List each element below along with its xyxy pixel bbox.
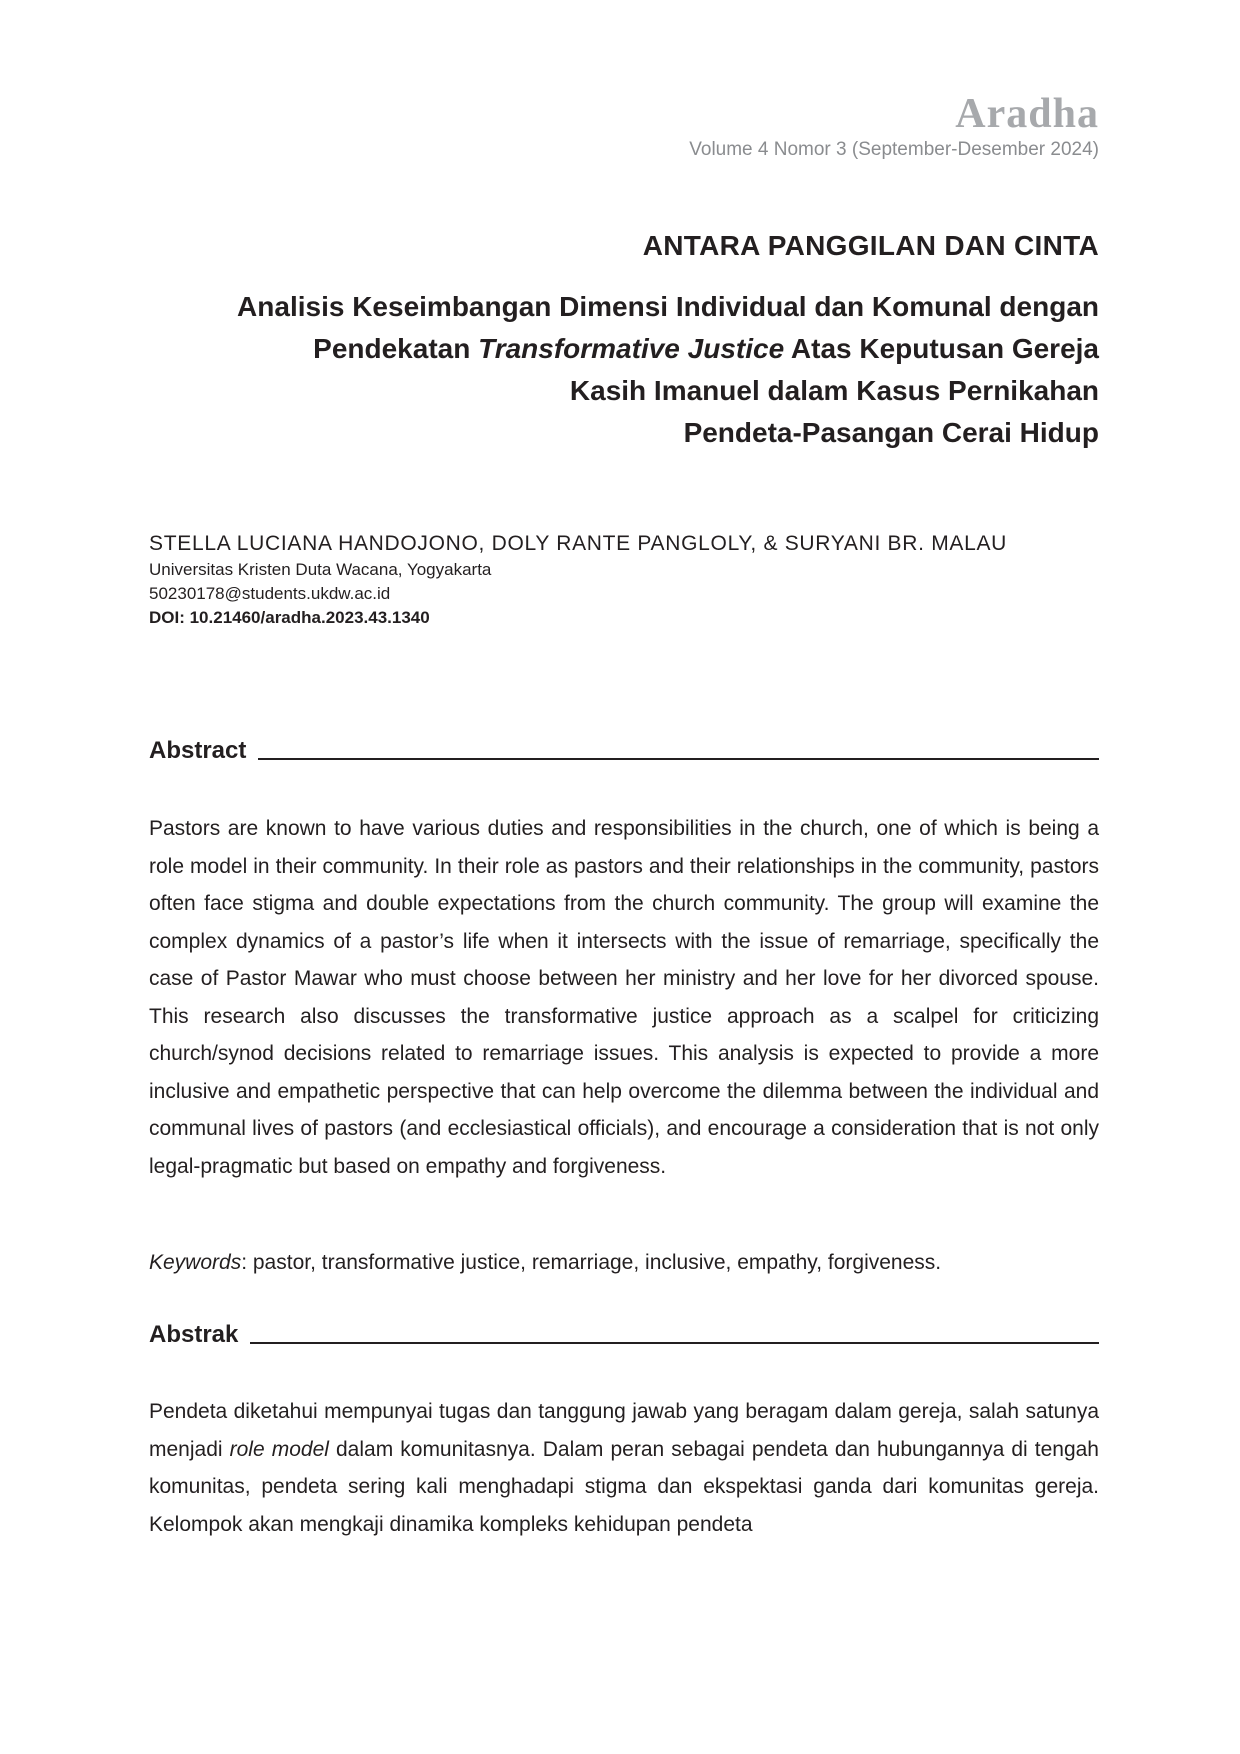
- subtitle-line: [139, 286, 1099, 328]
- abstrak-heading-label: Abstrak: [149, 1321, 239, 1348]
- keywords: [149, 1248, 1099, 1278]
- abstract-body: Pastors are known to have various duties and responsibilities in the church, one of which is being a role model in their community. In their role as pastors and their relationships in the community, pastors often face stigma and double expectations from the church community. The group will examine the complex dynamics of a pastor’s life when it intersects with the issue of remarriage, specifically the case of Pastor Mawar who must choose between her ministry and her love for her divorced spouse. This research also discusses the transformative justice approach as a scalpel for criticizing church/synod decisions related to remarriage issues. This analysis is expected to provide a more inclusive and empathetic perspective that can help overcome the dilemma between the individual and communal lives of pastors (and ecclesiastical officials), and encourage a consideration that is not only legal-pragmatic but based on empathy and forgiveness.: [149, 817, 1099, 1178]
- doi: DOI: 10.21460/aradha.2023.43.1340: [149, 608, 430, 627]
- abstrak-italic-text: role model: [229, 1437, 329, 1461]
- subtitle-text: Analisis Keseimbangan Dimensi Individual dan Komunal dengan: [237, 291, 1099, 322]
- journal-logo: Aradha: [955, 91, 1099, 137]
- subtitle-text: Pendeta-Pasangan Cerai Hidup: [683, 417, 1099, 448]
- subtitle: [139, 286, 1099, 454]
- abstrak-heading: [149, 1320, 1099, 1350]
- subtitle-line: [139, 412, 1099, 454]
- abstract-heading-label: Abstract: [149, 737, 247, 764]
- title-block: [139, 228, 1099, 454]
- subtitle-line: [139, 328, 1099, 370]
- keywords-text: : pastor, transformative justice, remarriage, inclusive, empathy, forgiveness.: [241, 1251, 942, 1274]
- abstrak-text: Pendeta diketahui mempunyai tugas dan tanggung jawab yang beragam dalam gereja, salah satunya menjadi: [149, 1400, 1099, 1461]
- abstract-heading: [149, 736, 1099, 766]
- main-title: ANTARA PANGGILAN DAN CINTA: [642, 230, 1099, 261]
- author-affiliation: Universitas Kristen Duta Wacana, Yogyakarta: [149, 560, 492, 579]
- heading-rule: [258, 758, 1099, 760]
- heading-rule: [250, 1342, 1099, 1344]
- journal-volume: Volume 4 Nomor 3 (September-Desember 2024): [689, 139, 1099, 160]
- abstrak-text: dalam komunitasnya. Dalam peran sebagai pendeta dan hubungannya di tengah komunitas, pendeta sering kali menghadapi stigma dan ekspektasi ganda dari komunitas gereja. Kelompok akan mengkaji dinamika kompleks kehidupan pendeta: [149, 1437, 1099, 1536]
- subtitle-text: Pendekatan: [313, 333, 479, 364]
- subtitle-italic-text: Transformative Justice: [478, 333, 785, 364]
- subtitle-text: Atas Keputusan Gereja: [784, 333, 1099, 364]
- abstrak-body: [149, 1393, 1099, 1543]
- subtitle-line: [139, 370, 1099, 412]
- author-email: 50230178@students.ukdw.ac.id: [149, 584, 391, 603]
- keywords-label: Keywords: [149, 1251, 242, 1274]
- subtitle-text: Kasih Imanuel dalam Kasus Pernikahan: [569, 375, 1099, 406]
- author-names: STELLA LUCIANA HANDOJONO, DOLY RANTE PANGLOLY, & SURYANI BR. MALAU: [149, 532, 1008, 555]
- journal-header: [689, 92, 1099, 162]
- authors-block: [149, 530, 1099, 630]
